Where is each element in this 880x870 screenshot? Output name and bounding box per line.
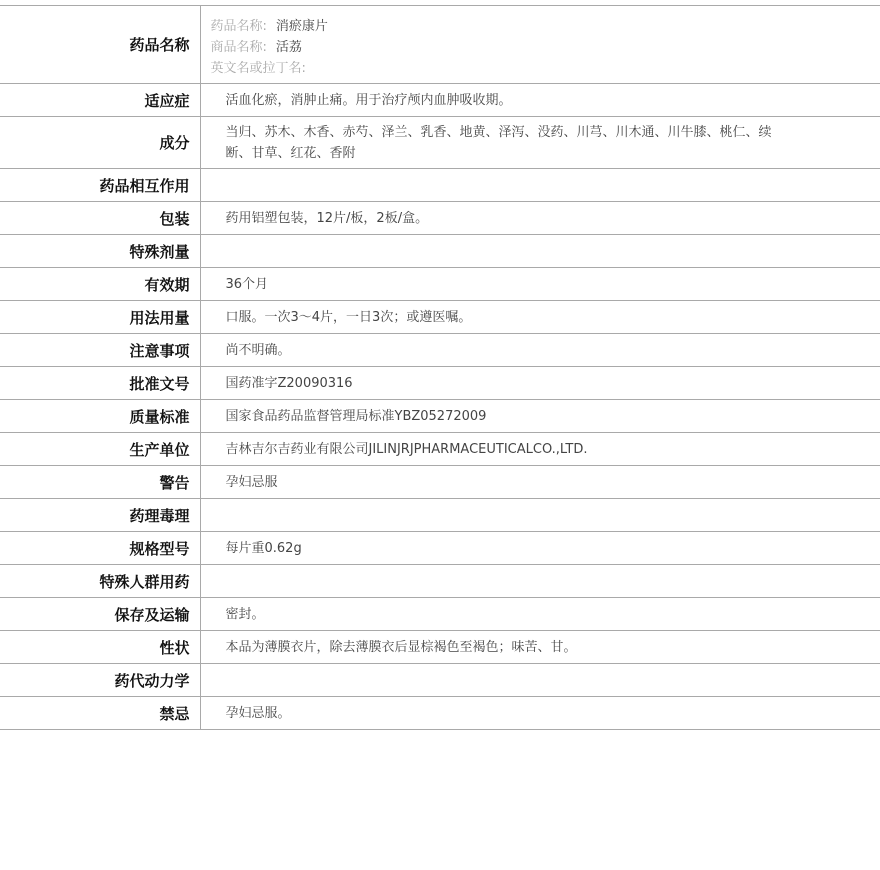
english-name-line — [211, 58, 880, 79]
contraindications-row — [0, 697, 880, 730]
special-dosage-value — [200, 235, 880, 268]
contraindications-label: 禁忌 — [0, 697, 200, 730]
english-name-key: 英文名或拉丁名: — [210, 60, 306, 76]
packaging-value: 药用铝塑包装，12片/板，2板/盒。 — [225, 210, 429, 226]
storage-value: 密封。 — [225, 606, 265, 622]
description-label: 性状 — [0, 631, 200, 664]
ingredients-value: 当归、苏木、木香、赤芍、泽兰、乳香、地黄、泽泻、没药、川芎、川木通、川牛膝、桃仁、续断、甘草、红花、香附 — [225, 124, 772, 161]
trade-name-key: 商品名称: — [210, 39, 267, 55]
pharmacokinetics-label: 药代动力学 — [0, 664, 200, 697]
description-value: 本品为薄膜衣片，除去薄膜衣后显棕褐色至褐色；味苦、甘。 — [225, 639, 577, 655]
special-populations-row — [0, 565, 880, 598]
pharmacokinetics-value — [200, 664, 880, 697]
warning-row — [0, 466, 880, 499]
warning-value: 孕妇忌服 — [225, 474, 278, 490]
approval-number-value: 国药准字Z20090316 — [225, 375, 353, 391]
trade-name-line — [211, 37, 880, 58]
packaging-row — [0, 202, 880, 235]
interactions-value — [200, 169, 880, 202]
storage-row — [0, 598, 880, 631]
shelf-life-row — [0, 268, 880, 301]
quality-standard-value: 国家食品药品监督管理局标准YBZ05272009 — [225, 408, 487, 424]
contraindications-value: 孕妇忌服。 — [225, 705, 291, 721]
storage-label: 保存及运输 — [0, 598, 200, 631]
drug-name-label: 药品名称 — [0, 6, 200, 84]
manufacturer-label: 生产单位 — [0, 433, 200, 466]
special-dosage-row — [0, 235, 880, 268]
generic-name-value: 消瘀康片 — [275, 18, 328, 34]
precautions-value: 尚不明确。 — [225, 342, 291, 358]
pharmacology-row — [0, 499, 880, 532]
trade-name-value: 活荔 — [275, 39, 302, 55]
manufacturer-value: 吉林吉尔吉药业有限公司JILINJRJPHARMACEUTICALCO.,LTD. — [225, 441, 588, 457]
quality-standard-label: 质量标准 — [0, 400, 200, 433]
drug-name-values — [200, 6, 880, 84]
generic-name-line — [211, 16, 880, 37]
interactions-label: 药品相互作用 — [0, 169, 200, 202]
shelf-life-label: 有效期 — [0, 268, 200, 301]
pharmacology-value — [200, 499, 880, 532]
specification-row — [0, 532, 880, 565]
dosage-label: 用法用量 — [0, 301, 200, 334]
specification-value: 每片重0.62g — [225, 540, 302, 556]
ingredients-label: 成分 — [0, 117, 200, 169]
dosage-value: 口服。一次3～4片，一日3次；或遵医嘱。 — [225, 309, 472, 325]
indication-value: 活血化瘀，消肿止痛。用于治疗颅内血肿吸收期。 — [225, 92, 512, 108]
description-row — [0, 631, 880, 664]
drug-name-row — [0, 6, 880, 84]
generic-name-key: 药品名称: — [210, 18, 267, 34]
special-populations-value — [200, 565, 880, 598]
manufacturer-row — [0, 433, 880, 466]
shelf-life-value: 36个月 — [225, 276, 269, 292]
approval-number-label: 批准文号 — [0, 367, 200, 400]
precautions-row — [0, 334, 880, 367]
precautions-label: 注意事项 — [0, 334, 200, 367]
indication-row — [0, 84, 880, 117]
interactions-row — [0, 169, 880, 202]
drug-info-table — [0, 5, 880, 730]
ingredients-row — [0, 117, 880, 169]
special-dosage-label: 特殊剂量 — [0, 235, 200, 268]
indication-label: 适应症 — [0, 84, 200, 117]
warning-label: 警告 — [0, 466, 200, 499]
quality-standard-row — [0, 400, 880, 433]
pharmacokinetics-row — [0, 664, 880, 697]
special-populations-label: 特殊人群用药 — [0, 565, 200, 598]
packaging-label: 包装 — [0, 202, 200, 235]
dosage-row — [0, 301, 880, 334]
approval-number-row — [0, 367, 880, 400]
pharmacology-label: 药理毒理 — [0, 499, 200, 532]
specification-label: 规格型号 — [0, 532, 200, 565]
